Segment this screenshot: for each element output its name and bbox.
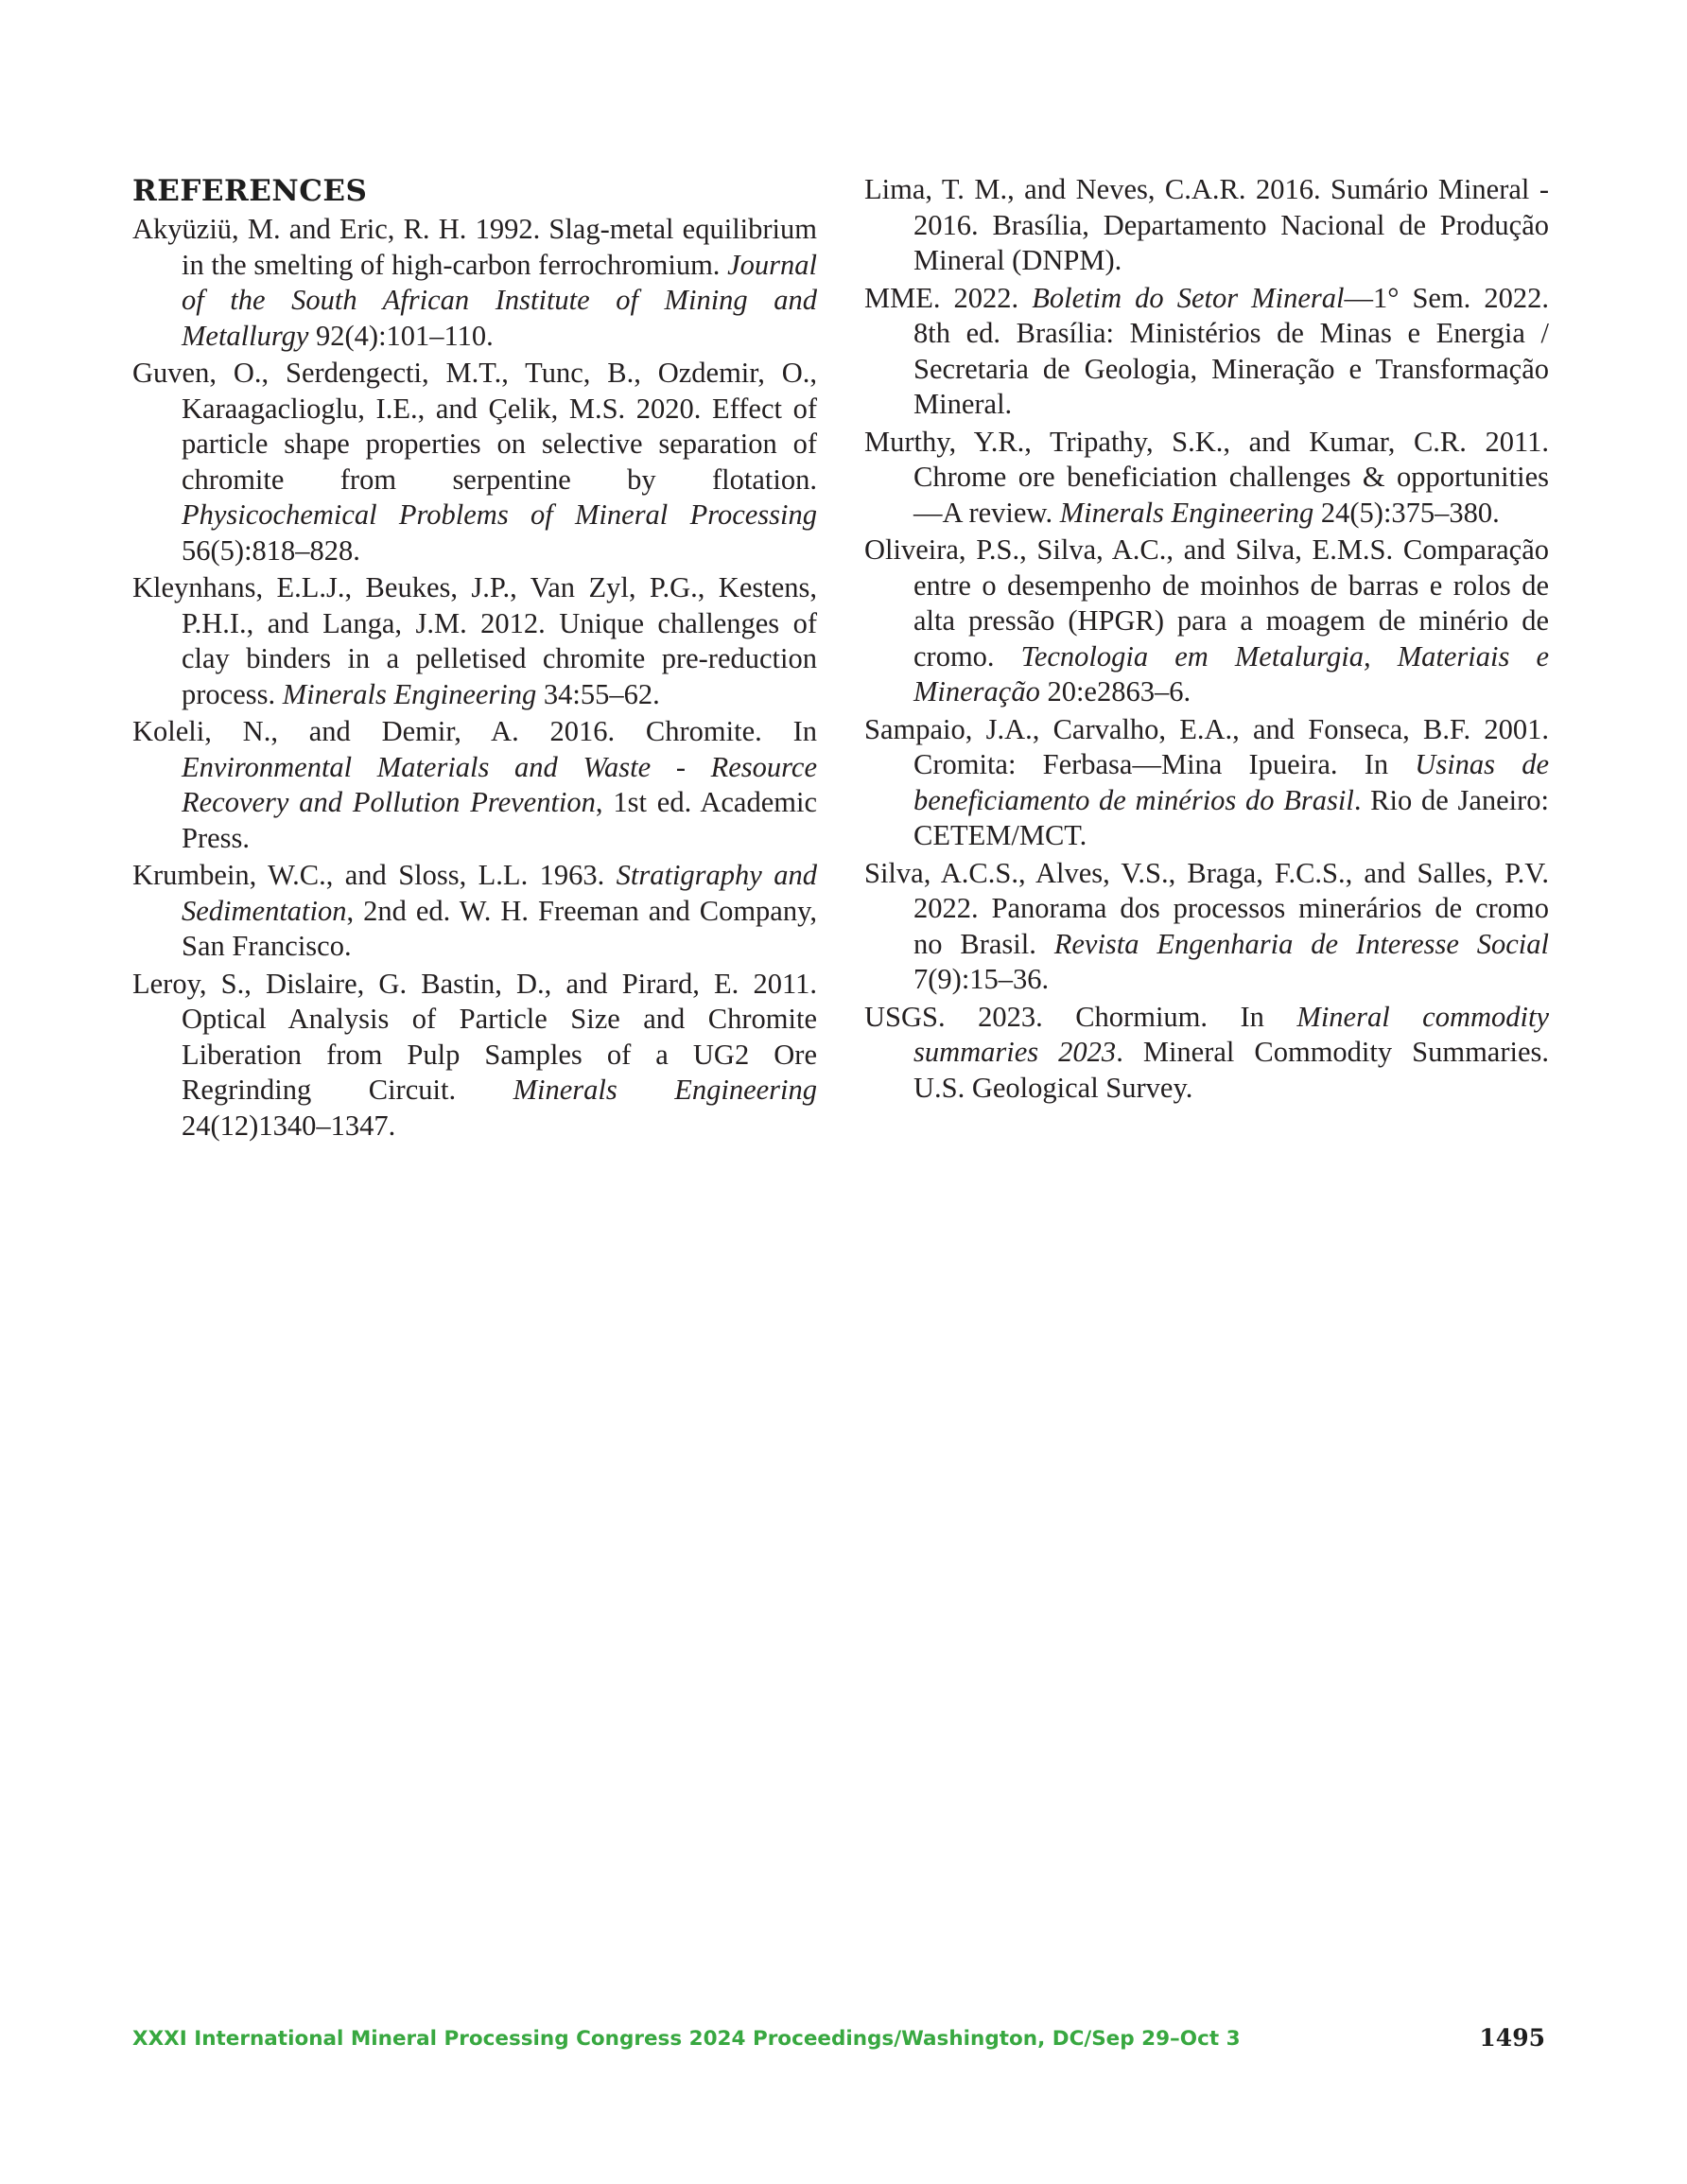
references-heading: REFERENCES	[132, 174, 368, 208]
reference-source-title: Stratigraphy and Sedimentation	[182, 859, 817, 927]
reference-source-title: Tecnologia em Metalurgia, Materiais e Mineração	[913, 639, 1550, 708]
reference-text: Guven, O., Serdengecti, M.T., Tunc, B., Ozdemir, O., Karaagaclioglu, I.E., and Çelik, M.S. 2020. Effect of particle shape properties on selective separation of chromite from serpentine by flotation.	[132, 357, 817, 496]
reference-source-title: Usinas de beneficiamento de minérios do Brasil	[913, 748, 1550, 816]
reference-entry	[132, 858, 817, 965]
reference-text: Akyüziü, M. and Eric, R. H. 1992. Slag-metal equilibrium in the smelting of high-carbon ferrochromium.	[132, 213, 817, 281]
reference-source-title: Minerals Engineering	[1059, 496, 1314, 529]
reference-text: , 2nd ed. W. H. Freeman and Company, San Francisco.	[182, 894, 817, 962]
reference-text: . Mineral Commodity Summaries. U.S. Geological Survey.	[913, 1036, 1549, 1104]
reference-entry	[864, 1000, 1549, 1107]
reference-text: 24(5):375–380.	[1313, 496, 1500, 529]
reference-text: 7(9):15–36.	[913, 963, 1050, 995]
footer-conference-title: XXXI International Mineral Processing Congress 2024 Proceedings/Washington, DC/Sep 29–Oct 3	[132, 2027, 1241, 2051]
reference-text: Oliveira, P.S., Silva, A.C., and Silva, E.M.S. Comparação entre o desempenho de moinhos de barras e rolos de alta pressão (HPGR) para a moagem de minério de cromo.	[864, 533, 1549, 673]
reference-text: —1° Sem. 2022. 8th ed. Brasília: Ministérios de Minas e Energia / Secretaria de Geologia, Mineração e Transformação Mineral.	[913, 281, 1549, 420]
reference-source-title: Boletim do Setor Mineral	[1032, 281, 1345, 314]
page-number: 1495	[1479, 2024, 1545, 2052]
reference-source-title: Revista Engenharia de Interesse Social	[1053, 927, 1549, 960]
reference-text: Murthy, Y.R., Tripathy, S.K., and Kumar, C.R. 2011. Chrome ore beneficiation challenges & opportunities—A review.	[864, 425, 1549, 529]
reference-text: Koleli, N., and Demir, A. 2016. Chromite. In	[132, 715, 817, 747]
reference-entry	[864, 172, 1549, 279]
reference-source-title: Physicochemical Problems of Mineral Processing	[182, 498, 817, 531]
reference-text: 56(5):818–828.	[182, 533, 360, 567]
reference-entry	[132, 570, 817, 712]
reference-text: , 1st ed. Academic Press.	[182, 786, 817, 854]
left-reference-list	[132, 212, 817, 1144]
reference-text: Sampaio, J.A., Carvalho, E.A., and Fonseca, B.F. 2001. Cromita: Ferbasa—Mina Ipueira. In	[864, 712, 1549, 780]
reference-source-title: Minerals Engineering	[513, 1074, 818, 1106]
reference-text: Lima, T. M., and Neves, C.A.R. 2016. Sumário Mineral - 2016. Brasília, Departamento Nacional de Produção Mineral (DNPM).	[864, 173, 1549, 276]
reference-entry	[864, 425, 1549, 532]
reference-text: 20:e2863–6.	[1039, 675, 1191, 708]
right-reference-list	[864, 172, 1549, 1106]
reference-source-title: Environmental Materials and Waste - Resource Recovery and Pollution Prevention	[182, 750, 817, 818]
reference-text: Kleynhans, E.L.J., Beukes, J.P., Van Zyl, P.G., Kestens, P.H.I., and Langa, J.M. 2012. Unique challenges of clay binders in a pelletised chromite pre-reduction process.	[132, 571, 817, 710]
reference-text: Leroy, S., Dislaire, G. Bastin, D., and Pirard, E. 2011. Optical Analysis of Particle Size and Chromite Liberation from Pulp Samples of a UG2 Ore Regrinding Circuit.	[132, 967, 817, 1106]
reference-entry	[864, 281, 1549, 423]
reference-text: . Rio de Janeiro: CETEM/MCT.	[913, 783, 1549, 851]
reference-entry	[864, 712, 1549, 854]
reference-entry	[132, 714, 817, 856]
reference-source-title: Minerals Engineering	[282, 677, 537, 710]
reference-text: MME. 2022.	[864, 281, 1033, 314]
reference-source-title: Journal of the South African Institute of Mining and Metallurgy	[182, 248, 817, 352]
reference-entry	[132, 967, 817, 1144]
reference-text: USGS. 2023. Chormium. In	[864, 1000, 1297, 1033]
reference-text: 34:55–62.	[536, 677, 660, 710]
reference-text: 24(12)1340–1347.	[182, 1109, 396, 1142]
reference-entry	[864, 533, 1549, 710]
reference-entry	[864, 856, 1549, 998]
right-column	[864, 172, 1549, 1108]
reference-text: Krumbein, W.C., and Sloss, L.L. 1963.	[132, 859, 617, 891]
reference-source-title: Mineral commodity summaries 2023	[913, 1000, 1549, 1068]
reference-entry	[132, 356, 817, 568]
reference-text: Silva, A.C.S., Alves, V.S., Braga, F.C.S., and Salles, P.V. 2022. Panorama dos processos minerários de cromo no Brasil.	[864, 856, 1549, 960]
left-column	[132, 172, 817, 1145]
reference-entry	[132, 212, 817, 354]
reference-text: 92(4):101–110.	[308, 319, 494, 352]
